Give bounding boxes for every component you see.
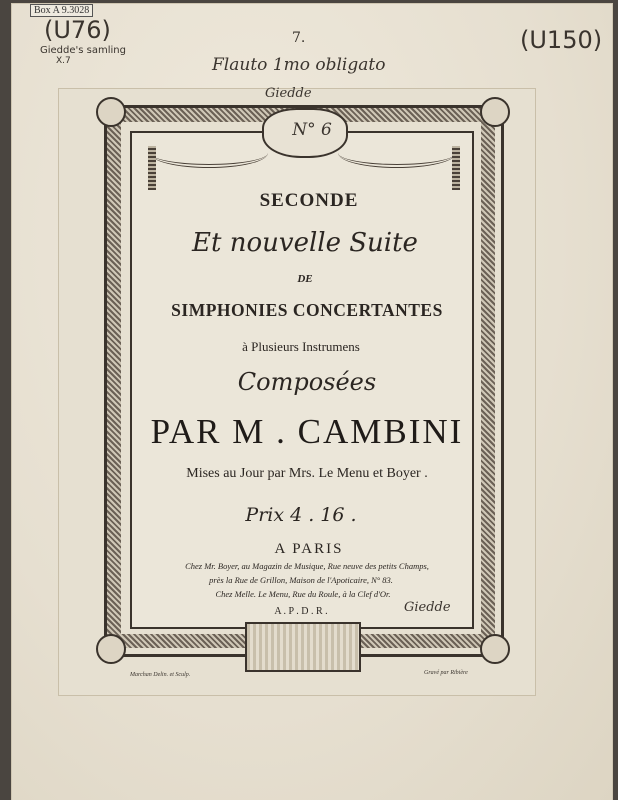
title-line-composees: Composées (237, 368, 377, 396)
tassel-right (452, 146, 460, 190)
city: A PARIS (274, 541, 344, 557)
address-line-3: Chez Melle. Le Menu, Rue du Roule, à la Clef d'Or. (215, 589, 391, 599)
frame-corner-ornament (96, 97, 126, 127)
owner-signature-bottom: Giedde (404, 600, 451, 615)
title-line-instruments: à Plusieurs Instrumens (242, 339, 360, 354)
publisher-line: Mises au Jour par Mrs. Le Menu et Boyer . (186, 466, 428, 481)
title-line-de: DE (297, 273, 313, 285)
price: Prix 4 . 16 . (245, 504, 357, 526)
collection-note: Giedde's samling (40, 45, 126, 56)
title-line-simphonies: SIMPHONIES CONCERTANTES (171, 300, 443, 320)
page-number: 7. (292, 30, 306, 46)
owner-signature-top: Giedde (265, 86, 312, 101)
footer-ornament (245, 622, 361, 672)
composer-name: PAR M . CAMBINI (150, 412, 464, 451)
engraver-credit-right: Gravé par Ribière (424, 670, 468, 676)
frame-corner-ornament (480, 97, 510, 127)
shelf-mark-right: (U150) (520, 26, 603, 54)
part-label: Flauto 1mo obligato (212, 55, 386, 75)
garland-left (150, 138, 268, 168)
tassel-left (148, 146, 156, 190)
edition-number: N° 6 (292, 120, 332, 140)
address-line-2: près la Rue de Grillon, Maison de l'Apoticaire, N° 83. (209, 575, 393, 585)
frame-corner-ornament (480, 634, 510, 664)
title-line-seconde: SECONDE (259, 190, 359, 211)
privilege-line: A . P . D . R . (274, 606, 328, 617)
garland-right (338, 138, 456, 168)
title-line-suite: Et nouvelle Suite (192, 228, 418, 258)
address-line-1: Chez Mr. Boyer, au Magazin de Musique, Rue neuve des petits Champs, (185, 561, 429, 571)
collection-number: X.7 (56, 56, 71, 66)
engraver-credit-left: Marchan Delin. et Sculp. (130, 672, 191, 678)
frame-corner-ornament (96, 634, 126, 664)
box-stamp: Box A 9.3028 (30, 4, 93, 17)
shelf-mark-left: (U76) (44, 16, 111, 44)
